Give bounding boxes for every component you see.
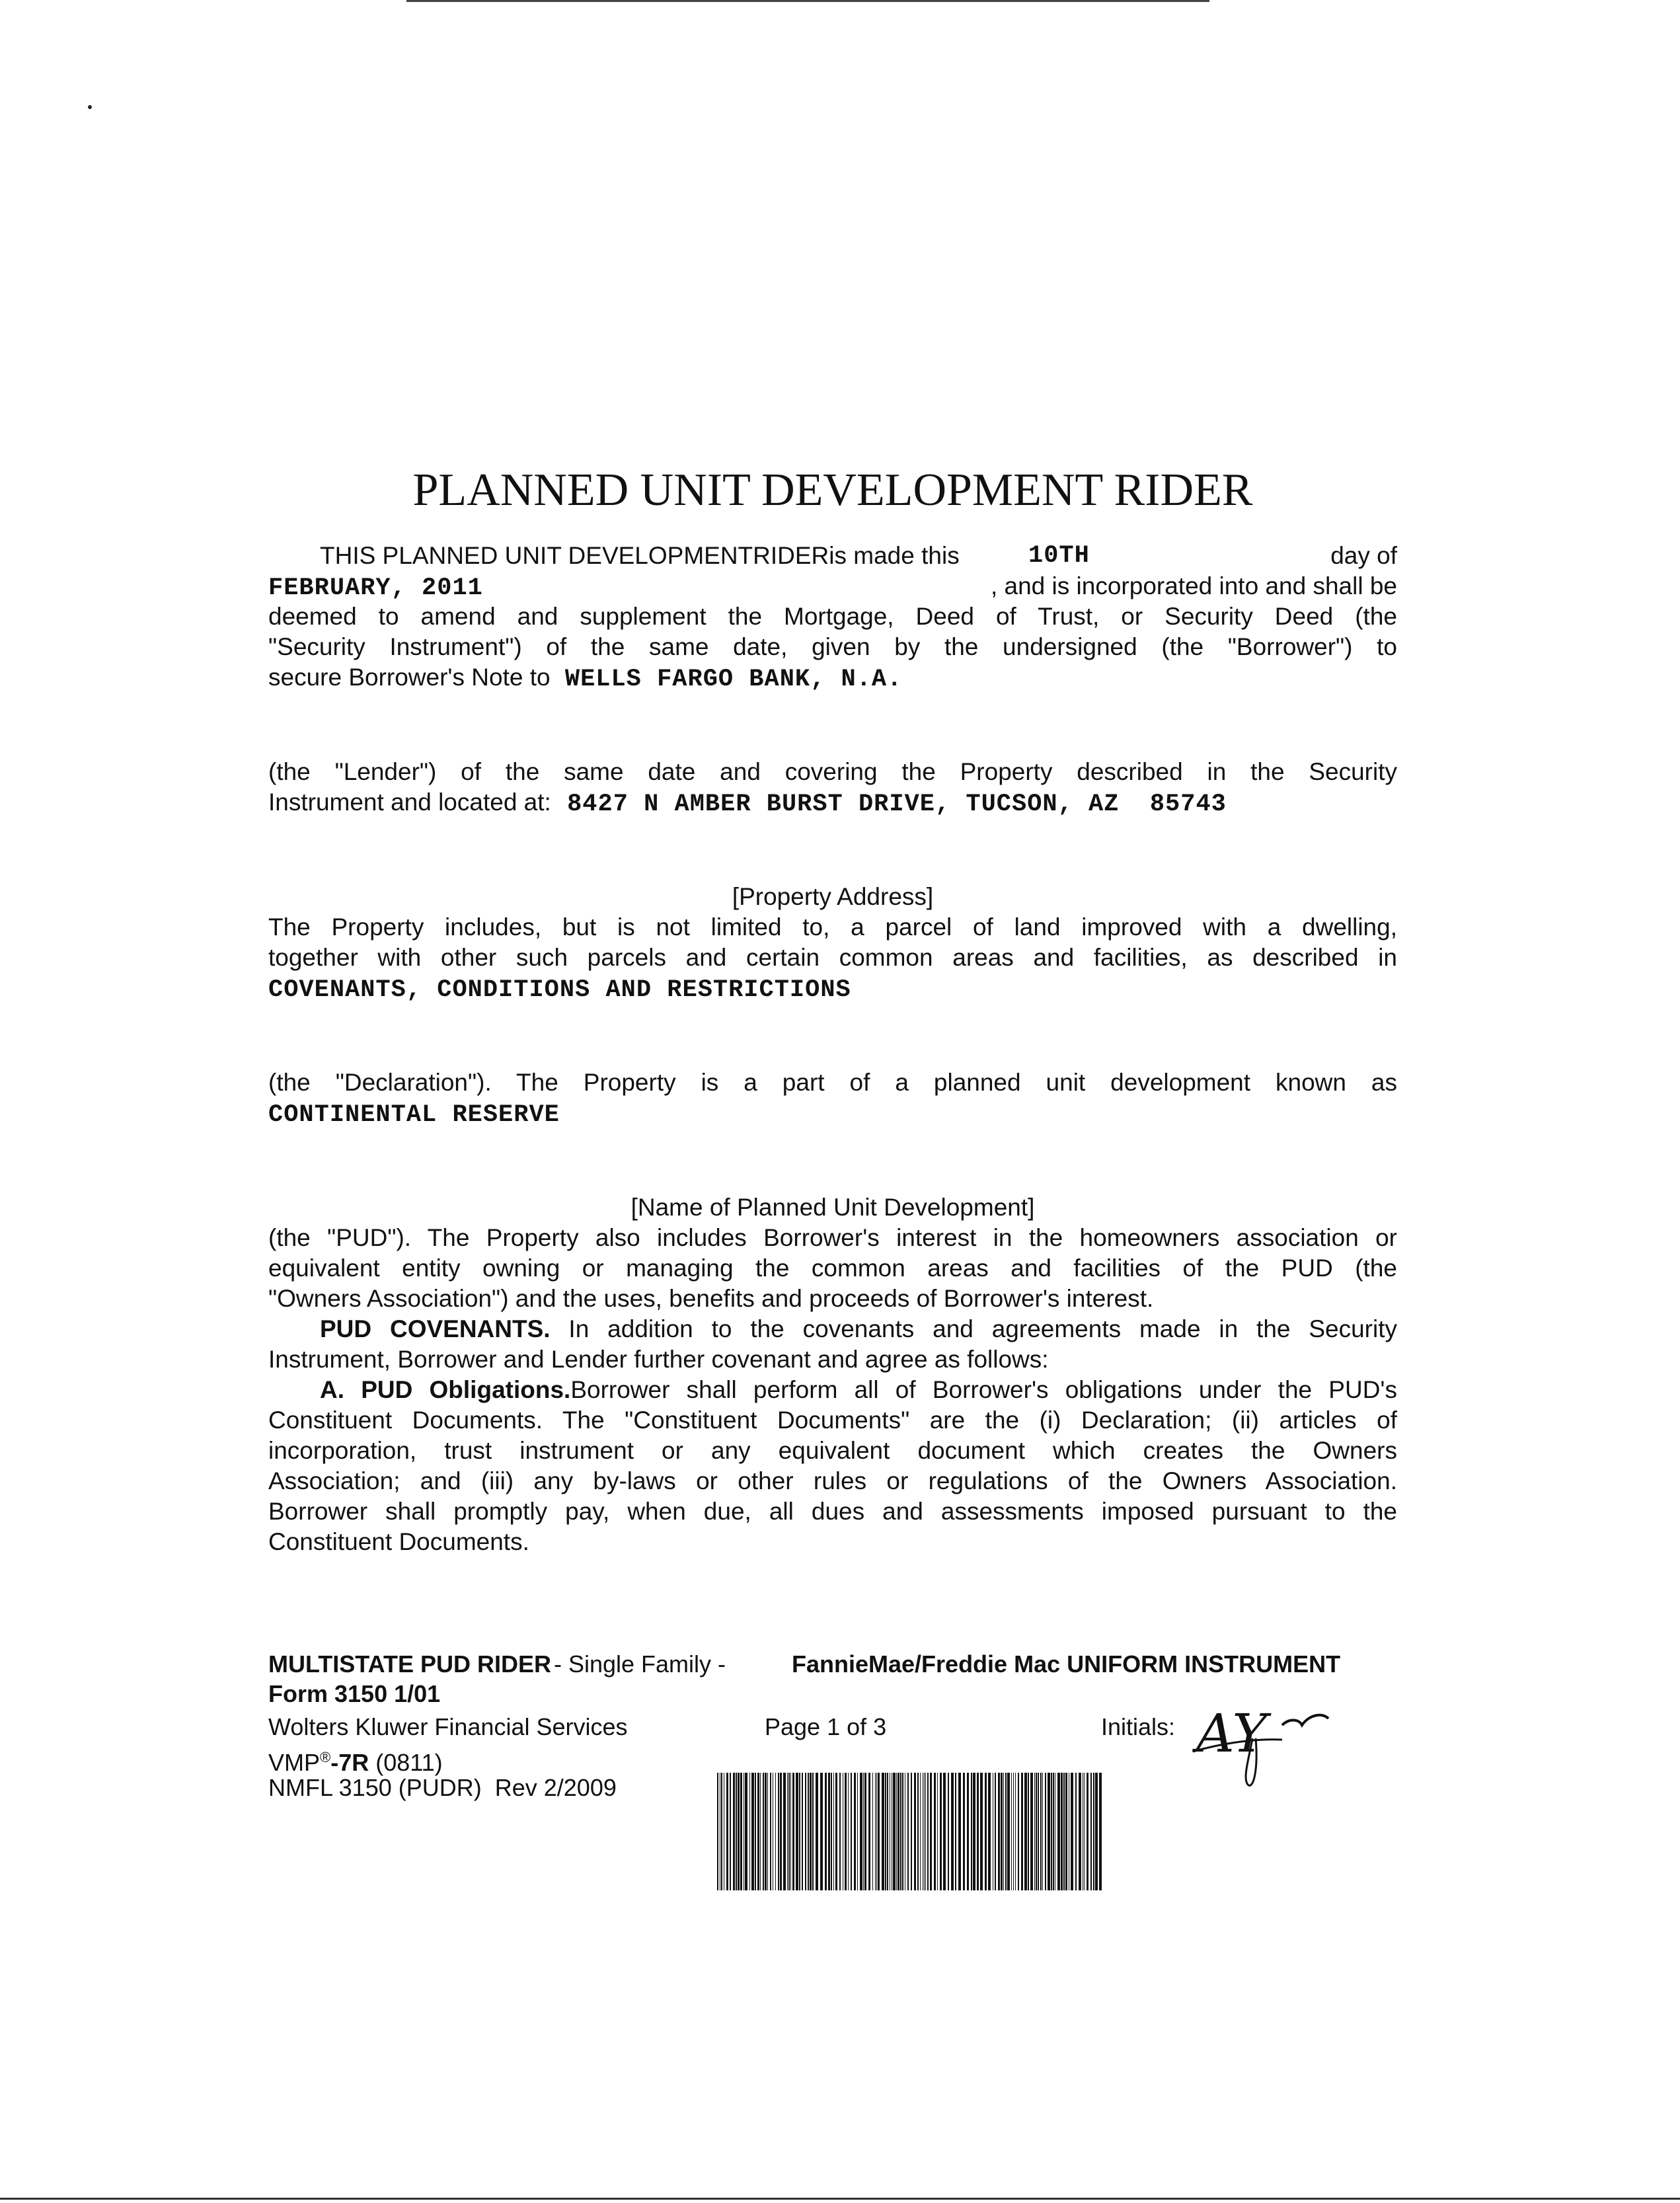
initials-label: Initials: <box>1101 1713 1176 1740</box>
barcode-bar <box>740 1773 742 1890</box>
barcode-bar <box>907 1773 909 1890</box>
pud-name-value: CONTINENTAL RESERVE <box>268 1101 560 1129</box>
barcode-bar <box>1034 1773 1035 1890</box>
barcode-bar <box>1048 1773 1050 1890</box>
barcode-bar <box>820 1773 823 1890</box>
barcode-bar <box>930 1773 932 1890</box>
barcode-bar <box>896 1773 897 1890</box>
barcode-bar <box>872 1773 873 1890</box>
barcode-bar <box>721 1773 722 1890</box>
barcode-bar <box>927 1773 929 1890</box>
barcode-bar <box>1011 1773 1012 1890</box>
page-title: PLANNED UNIT DEVELOPMENT RIDER <box>412 465 1253 516</box>
barcode-bar <box>1063 1773 1065 1890</box>
barcode-bar <box>951 1773 954 1890</box>
barcode-bar <box>733 1773 735 1890</box>
form-number: Form 3150 1/01 <box>268 1680 441 1707</box>
barcode-bar <box>1057 1773 1060 1890</box>
barcode-bar <box>717 1773 718 1890</box>
barcode-bar <box>828 1773 830 1890</box>
barcode-bar <box>934 1773 936 1890</box>
barcode-bar <box>792 1773 794 1890</box>
barcode-bar <box>943 1773 946 1890</box>
property-line-1: The Property includes, but is not limited to, a parcel of land improved with a dwelling, <box>268 913 1397 941</box>
barcode-bar <box>937 1773 938 1890</box>
barcode-bar <box>788 1773 790 1890</box>
section-a-line-3: incorporation, trust instrument or any equivalent document which creates the Owners <box>268 1437 1397 1464</box>
barcode-bar <box>745 1773 747 1890</box>
barcode-bar <box>839 1773 841 1890</box>
property-line-2: together with other such parcels and certain common areas and facilities, as described in <box>268 944 1397 971</box>
barcode-bar <box>1053 1773 1054 1890</box>
barcode-bar <box>833 1773 834 1890</box>
barcode-bar <box>917 1773 919 1890</box>
barcode-bar <box>763 1773 764 1890</box>
barcode-bar <box>854 1773 856 1890</box>
barcode-bar <box>1079 1773 1081 1890</box>
barcode-bar <box>980 1773 983 1890</box>
barcode-bar <box>963 1773 965 1890</box>
barcode-bar <box>831 1773 832 1890</box>
barcode-bar <box>878 1773 880 1890</box>
barcode-bar <box>1003 1773 1004 1890</box>
barcode-bar <box>848 1773 849 1890</box>
pud-line-3: "Owners Association") and the uses, benefits and proceeds of Borrower's interest. <box>268 1285 1154 1312</box>
covenants-line-2: Instrument, Borrower and Lender further covenant and agree as follows: <box>268 1346 1049 1373</box>
section-a-heading: A. PUD Obligations. <box>320 1376 571 1403</box>
barcode-bar <box>925 1773 926 1890</box>
barcode-bar <box>775 1773 776 1890</box>
barcode-bar <box>825 1773 827 1890</box>
secure-note-text: secure Borrower's Note to <box>268 664 551 691</box>
intro-line-2 <box>268 571 1397 603</box>
barcode-bar <box>948 1773 949 1890</box>
barcode-bar <box>816 1773 818 1890</box>
section-a-line-5: Borrower shall promptly pay, when due, all dues and assessments imposed pursuant to the <box>268 1498 1397 1525</box>
section-a-line-6: Constituent Documents. <box>268 1528 529 1555</box>
covenants-text: In addition to the covenants and agreements made in the Security <box>568 1315 1397 1342</box>
barcode-bar <box>863 1773 864 1890</box>
declaration-document-value: COVENANTS, CONDITIONS AND RESTRICTIONS <box>268 976 851 1004</box>
barcode-bar <box>1005 1773 1007 1890</box>
barcode-bar <box>1036 1773 1037 1890</box>
barcode-bar <box>808 1773 809 1890</box>
lender-line-2 <box>268 787 1397 820</box>
barcode-bar <box>1030 1773 1033 1890</box>
barcode-bar <box>988 1773 991 1890</box>
barcode-bar <box>765 1773 767 1890</box>
barcode-bar <box>767 1773 768 1890</box>
month-year-value: FEBRUARY, 2011 <box>268 574 483 602</box>
barcode-bar <box>757 1773 759 1890</box>
barcode-bar <box>1018 1773 1019 1890</box>
covenants-line-1 <box>268 1314 1397 1344</box>
scan-edge-bottom <box>0 2198 1680 2200</box>
barcode-bar <box>1042 1773 1043 1890</box>
barcode-bar <box>977 1773 979 1890</box>
day-value: 10TH <box>1028 542 1090 570</box>
section-a-line-2: Constituent Documents. The "Constituent Documents" are the (i) Declaration; (ii) articles of <box>268 1407 1397 1434</box>
barcode-bar <box>1061 1773 1063 1890</box>
barcode-bar <box>1007 1773 1010 1890</box>
barcode-bar <box>973 1773 975 1890</box>
barcode-bar <box>805 1773 806 1890</box>
barcode-bar <box>887 1773 888 1890</box>
vmp-prefix: VMP <box>268 1749 321 1776</box>
section-a-line-1 <box>268 1375 1397 1405</box>
barcode-bar <box>1051 1773 1052 1890</box>
barcode-bar <box>1099 1773 1102 1890</box>
barcode-bar <box>900 1773 901 1890</box>
lender-name-value: WELLS FARGO BANK, N.A. <box>564 666 903 693</box>
barcode-bar <box>796 1773 798 1890</box>
barcode-bar <box>810 1773 812 1890</box>
barcode-bar <box>730 1773 731 1890</box>
footer-form-title <box>268 1649 1397 1680</box>
barcode-bar <box>1015 1773 1016 1890</box>
barcode-bar <box>860 1773 862 1890</box>
barcode-bar <box>1021 1773 1023 1890</box>
barcode-bar <box>955 1773 956 1890</box>
barcode-bar <box>902 1773 903 1890</box>
barcode-bar <box>998 1773 1000 1890</box>
barcode-bar <box>893 1773 896 1890</box>
barcode-bar <box>845 1773 847 1890</box>
barcode-bar <box>897 1773 899 1890</box>
barcode-bar <box>787 1773 788 1890</box>
barcode-bar <box>755 1773 756 1890</box>
barcode-bar <box>864 1773 866 1890</box>
intro-text: THIS PLANNED UNIT DEVELOPMENTRIDERis made this <box>320 542 960 569</box>
form-title-end: FannieMae/Freddie Mac UNIFORM INSTRUMENT <box>792 1650 1341 1678</box>
barcode-bar <box>985 1773 987 1890</box>
incorporated-text: , and is incorporated into and shall be <box>990 572 1397 599</box>
barcode-bar <box>751 1773 754 1890</box>
scan-speck <box>88 105 92 109</box>
barcode-bar <box>967 1773 969 1890</box>
barcode-bar <box>1013 1773 1014 1890</box>
barcode-bar <box>1071 1773 1073 1890</box>
intro-line-4: "Security Instrument") of the same date, given by the undersigned (the "Borrower") to <box>268 633 1397 660</box>
intro-line-5 <box>268 662 1397 695</box>
publisher: Wolters Kluwer Financial Services <box>268 1713 628 1740</box>
barcode-bar <box>1038 1773 1039 1890</box>
barcode-bar <box>802 1773 803 1890</box>
located-at-text: Instrument and located at: <box>268 789 551 816</box>
barcode-icon <box>717 1773 1102 1890</box>
barcode-bar <box>882 1773 884 1890</box>
barcode-bar <box>1024 1773 1027 1890</box>
barcode-bar <box>885 1773 886 1890</box>
barcode-bar <box>857 1773 858 1890</box>
barcode-bar <box>911 1773 912 1890</box>
barcode-bar <box>875 1773 876 1890</box>
barcode-bar <box>778 1773 779 1890</box>
registered-mark: ® <box>320 1749 331 1765</box>
section-a-line-4: Association; and (iii) any by-laws or other rules or regulations of the Owners Association. <box>268 1467 1397 1494</box>
barcode-bar <box>780 1773 782 1890</box>
barcode-bar <box>799 1773 800 1890</box>
barcode-bar <box>940 1773 942 1890</box>
barcode-bar <box>1090 1773 1092 1890</box>
initials-signature <box>1190 1699 1342 1791</box>
pud-line-1: (the "PUD"). The Property also includes Borrower's interest in the homeowners association or <box>268 1224 1397 1251</box>
barcode-bar <box>876 1773 877 1890</box>
barcode-bar <box>770 1773 771 1890</box>
scan-edge-top <box>406 0 1209 2</box>
barcode-bar <box>738 1773 740 1890</box>
barcode-bar <box>914 1773 916 1890</box>
covenants-heading: PUD COVENANTS. <box>320 1315 551 1342</box>
property-address-value: 8427 N AMBER BURST DRIVE, TUCSON, AZ 85743 <box>567 791 1227 818</box>
initials-signature-text: AY <box>1196 1703 1268 1764</box>
day-of-text: day of <box>1330 542 1397 569</box>
pud-name-caption: [Name of Planned Unit Development] <box>630 1194 1035 1221</box>
pud-line-2: equivalent entity owning or managing the common areas and facilities of the PUD (the <box>268 1255 1397 1282</box>
intro-line-1 <box>268 541 1397 571</box>
barcode-bar <box>971 1773 972 1890</box>
form-title-mid: - Single Family - <box>553 1650 726 1678</box>
barcode-bar <box>1040 1773 1042 1890</box>
barcode-bar <box>958 1773 961 1890</box>
barcode-bar <box>1087 1773 1088 1890</box>
barcode-bar <box>868 1773 870 1890</box>
barcode-bar <box>1093 1773 1094 1890</box>
property-address-caption: [Property Address] <box>732 883 934 910</box>
vmp-code-bold: -7R <box>330 1749 369 1776</box>
declaration-line-1: (the "Declaration"). The Property is a part of a planned unit development known as <box>268 1069 1397 1096</box>
section-a-text: Borrower shall perform all of Borrower's obligations under the PUD's <box>570 1376 1397 1403</box>
barcode-bar <box>1075 1773 1077 1890</box>
barcode-bar <box>760 1773 761 1890</box>
barcode-bar <box>726 1773 728 1890</box>
page-number: Page 1 of 3 <box>765 1713 887 1740</box>
form-title-bold: MULTISTATE PUD RIDER <box>268 1650 551 1678</box>
intro-line-3: deemed to amend and supplement the Mortgage, Deed of Trust, or Security Deed (the <box>268 603 1397 630</box>
declaration-line-2 <box>268 1098 1397 1130</box>
vmp-revision: (0811) <box>369 1749 443 1776</box>
nmfl-code: NMFL 3150 (PUDR) Rev 2/2009 <box>268 1774 617 1801</box>
barcode-bar <box>1001 1773 1003 1890</box>
barcode-bar <box>1065 1773 1067 1890</box>
barcode-bar <box>736 1773 737 1890</box>
barcode-bar <box>812 1773 814 1890</box>
property-line-3 <box>268 973 1397 1005</box>
barcode-bar <box>835 1773 837 1890</box>
barcode-bar <box>1045 1773 1046 1890</box>
barcode-bar <box>920 1773 921 1890</box>
barcode-bar <box>1095 1773 1098 1890</box>
barcode-bar <box>995 1773 996 1890</box>
barcode-bar <box>783 1773 786 1890</box>
barcode-bar <box>851 1773 852 1890</box>
barcode-bar <box>1084 1773 1085 1890</box>
barcode-bar <box>924 1773 925 1890</box>
barcode-bar <box>790 1773 791 1890</box>
lender-line-1: (the "Lender") of the same date and covering the Property described in the Security <box>268 758 1397 785</box>
barcode-bar <box>1028 1773 1029 1890</box>
barcode-bar <box>749 1773 750 1890</box>
